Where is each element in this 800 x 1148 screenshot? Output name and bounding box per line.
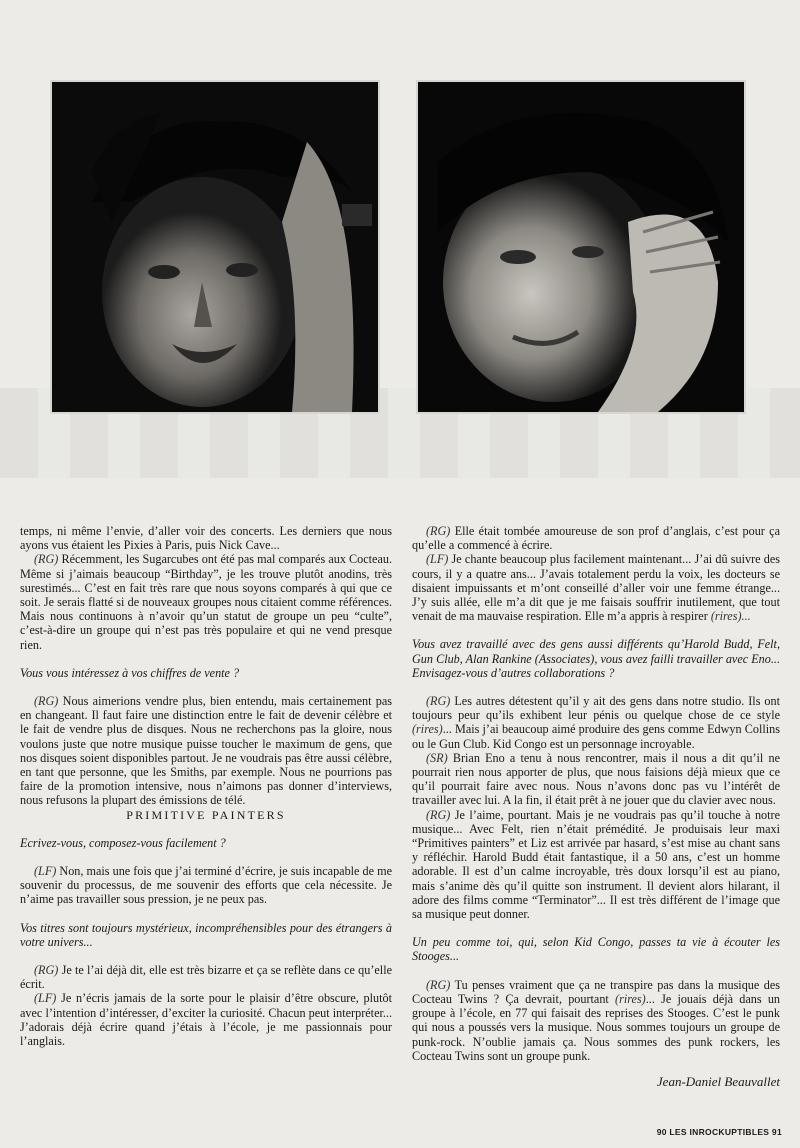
speaker-tag: (RG): [426, 524, 451, 538]
paragraph-text: ... Mais j’ai beaucoup aimé produire des gens comme Edwyn Collins ou le Gun Club. Kid Congo est un personnage incroyable.: [412, 722, 780, 751]
paragraph-text: Récemment, les Sugarcubes ont été pas mal comparés aux Cocteau. Même si j’aimais beaucoup “Birthday”, je les trouve plutôt anodins, très surestimés... C’est en fait très rare que nous soyons comparés à qui que ce soit. Je serais flatté si de nouveaux groupes nous citaient comme références. Mais nous continuons à n’avoir qu’un statut de groupe un peu “culte”, c’est-à-dire un groupe qui n’est pas très populaire et qui ne vend presque rien.: [20, 552, 392, 652]
author-signature: Jean-Daniel Beauvallet: [656, 1073, 780, 1089]
paragraph: [412, 808, 780, 922]
speaker-tag: (RG): [34, 963, 59, 978]
paragraph-text: Elle était tombée amoureuse de son prof d’anglais, c’est pour ça qu’elle a commencé à écrire.: [412, 524, 780, 553]
paragraph: [412, 552, 780, 623]
article-column-left: [20, 524, 392, 1048]
paragraph: temps, ni même l’envie, d’aller voir des concerts. Les derniers que nous ayons vus étaient les Pixies à Paris, puis Nick Cave...: [20, 524, 392, 553]
paragraph: [412, 751, 780, 808]
paragraph: [20, 864, 392, 907]
speaker-tag: (LF): [426, 552, 449, 567]
paragraph-text: Je te l’ai déjà dit, elle est très bizarre et ça se reflète dans ce qu’elle écrit.: [20, 963, 392, 992]
speaker-tag: (RG): [426, 807, 451, 822]
aside-rires: (rires): [615, 991, 646, 1006]
interview-question: Vous vous intéressez à vos chiffres de vente ?: [20, 665, 240, 680]
paragraph-text: Je l’aime, pourtant. Mais je ne voudrais pas qu’il touche à notre musique... Avec Felt, rien n’était prémédité. Je produisais leur maxi “Primitives painters” et Liz est arrivée par hasard, s’est mise au chant sans y réfléchir. Harold Budd était fantastique, il a 50 ans, c’est un homme adorable. Il est d’un calme incroyable, très doux lorsqu’il est au piano, mais s’anime dès qu’il quitte son instrument. Il devient alors hilarant, il adore des films comme “Terminator”... Il est très différent de l’image que sa musique peut donner.: [412, 807, 780, 922]
paragraph-text: Je n’écris jamais de la sorte pour le plaisir d’être obscure, plutôt avec l’intention d’intéresser, d’exciter la curiosité. Chacun peut interpréter... J’adorais déjà écrire quand j’étais à l’école, je me passionnais pour l’anglais.: [20, 991, 392, 1049]
paragraph: [412, 694, 780, 751]
paragraph-text: Non, mais une fois que j’ai terminé d’écrire, je suis incapable de me souvenir du processus, de me souvenir des efforts que cela nécessite. Je n’aime pas travailler sous pression, je ne peux pas.: [20, 864, 392, 907]
speaker-tag: (LF): [34, 864, 57, 879]
speaker-tag: (LF): [34, 991, 57, 1006]
speaker-tag: (SR): [426, 750, 448, 765]
paragraph-text: Je chante beaucoup plus facilement maintenant... J’ai dû suivre des cours, il y a quatre ans... J’avais totalement perdu la voix, les docteurs se disaient impuissants et m’ont conseillé d’aller voir une femme étrange... J’y suis allée, elle m’a dit que je me faisais souffrir inutilement, que tout venait de ma mauvaise respiration. Elle m’a appris à respirer: [412, 552, 780, 624]
paragraph: [412, 978, 780, 1063]
speaker-tag: (RG): [34, 694, 59, 709]
interview-question: Un peu comme toi, qui, selon Kid Congo, passes ta vie à écouter les Stooges...: [412, 935, 780, 964]
paragraph: [20, 991, 392, 1048]
photo-portrait-right: [416, 80, 746, 414]
paragraph: [20, 963, 392, 991]
interview-question: Ecrivez-vous, composez-vous facilement ?: [20, 835, 226, 850]
paragraph-text: Tu penses vraiment que ça ne transpire pas dans la musique des Cocteau Twins ? Ça devrait, pourtant: [412, 977, 780, 1006]
paragraph-text: ... Je jouais déjà dans un groupe à l’école, en 77 qui faisait des reprises des Stooges. C’est le punk qui nous a poussés vers la musique. Nous sommes toujours un groupe de punk-rock. N’oublie jamais ça. Nous sommes des punk rockers, les Cocteau Twins sont un groupe punk.: [412, 991, 781, 1063]
portrait-left-image: [52, 82, 378, 412]
paragraph-text: Nous aimerions vendre plus, bien entendu, mais certainement pas en changeant. Il faut faire une distinction entre le fait de devenir célèbre et le fait de vendre plus de disques. Nous ne recherchons pas la gloire, nous voulons juste que notre musique puisse toucher le maximum de gens, que nos disques soient disponibles partout. Je ne voudrais pas être aussi célèbre, en tant que personne, que les Smiths, par exemple. Nous ne pourrions pas faire de la promotion intensive, nous n’aimons pas donner d’interviews, nous refusons la plupart des émissions de télé.: [20, 694, 392, 808]
speaker-tag: (RG): [426, 694, 451, 709]
paragraph-text: Les autres détestent qu’il y ait des gens dans notre studio. Ils ont toujours peur qu’ils exhibent leur pénis ou quelque chose de ce style: [412, 694, 780, 723]
aside-rires: (rires): [412, 722, 443, 737]
page-footer: 90 LES INROCKUPTIBLES 91: [656, 1127, 782, 1137]
speaker-tag: (RG): [426, 977, 451, 992]
interview-question: Vous avez travaillé avec des gens aussi différents qu’Harold Budd, Felt, Gun Club, Alan Rankine (Associates), vous avez failli travailler avec Eno... Envisagez-vous d’autres collaborations ?: [412, 637, 780, 680]
paragraph: [20, 552, 392, 651]
paragraph: [20, 694, 392, 808]
portrait-right-image: [418, 82, 744, 412]
paragraph: [412, 524, 780, 552]
aside-rires: (rires)...: [710, 609, 751, 624]
interview-question: Vos titres sont toujours mystérieux, incompréhensibles pour des étrangers à votre univers...: [20, 920, 392, 949]
article-column-right: [412, 524, 780, 1089]
photo-portrait-left: [50, 80, 380, 414]
speaker-tag: (RG): [34, 552, 59, 567]
paragraph-text: Brian Eno a tenu à nous rencontrer, mais il nous a dit qu’il ne pourrait rien nous apporter de plus, que nous faisions déjà mieux que ce qu’il pourrait faire avec nous. Nous n’avons donc pas vu l’intérêt de travailler avec lui. A la fin, il était prêt à ne jouer que du clavier avec nous.: [412, 750, 780, 808]
section-heading: PRIMITIVE PAINTERS: [126, 807, 286, 822]
